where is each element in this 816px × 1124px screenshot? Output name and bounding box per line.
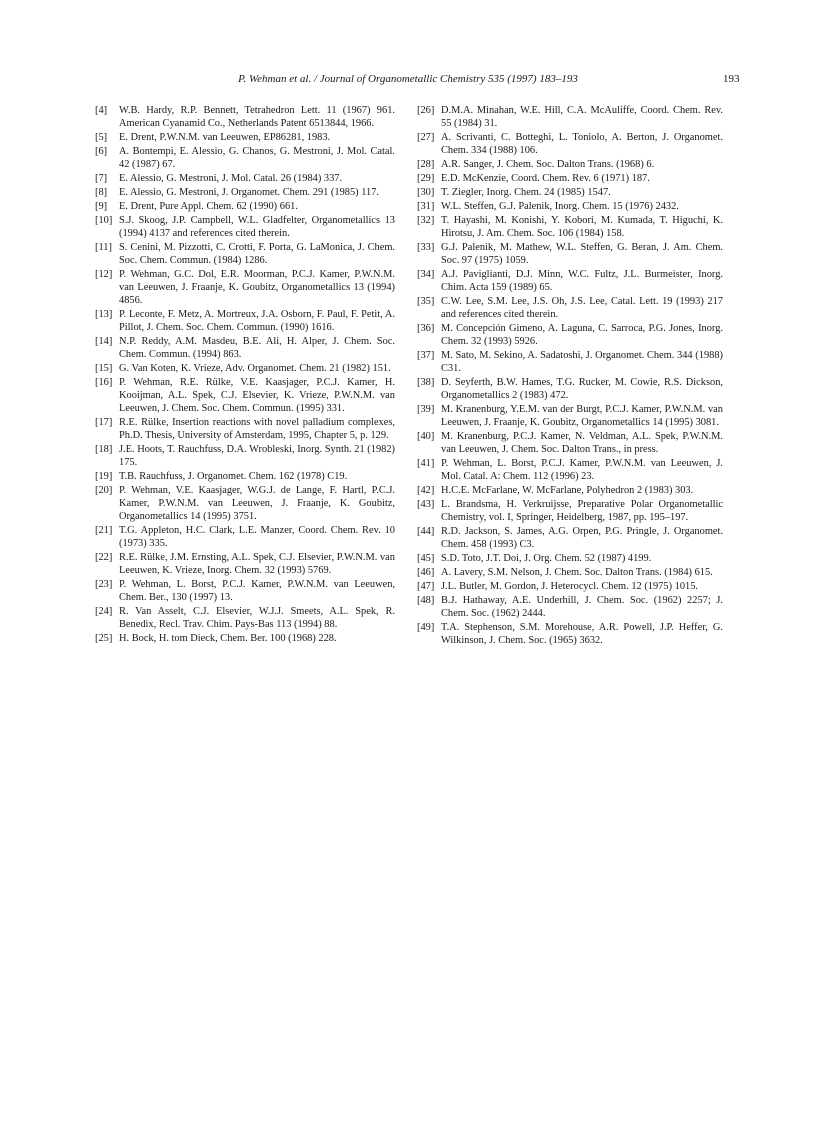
reference-number: [43] (417, 499, 435, 510)
reference-entry (417, 158, 723, 171)
reference-entry (95, 632, 395, 645)
reference-number: [12] (95, 269, 113, 280)
reference-number: [19] (95, 471, 113, 482)
reference-text: E. Alessio, G. Mestroni, J. Mol. Catal. 26 (1984) 337. (119, 173, 343, 184)
reference-text: P. Wehman, V.E. Kaasjager, W.G.J. de Lange, F. Hartl, P.C.J. Kamer, P.W.N.M. van Leeuwen, J. Fraanje, K. Goubitz, Organometallics 14 (1995) 3751. (119, 485, 395, 522)
reference-number: [14] (95, 336, 113, 347)
reference-entry (95, 443, 395, 469)
reference-text: S.J. Skoog, J.P. Campbell, W.L. Gladfelter, Organometallics 13 (1994) 4137 and references cited therein. (119, 215, 395, 239)
reference-number: [46] (417, 567, 435, 578)
reference-number: [10] (95, 215, 113, 226)
reference-text: A.J. Paviglianti, D.J. Minn, W.C. Fultz, J.L. Burmeister, Inorg. Chim. Acta 159 (1989) 65. (441, 269, 723, 293)
reference-entry (95, 172, 395, 185)
reference-entry (417, 457, 723, 483)
reference-number: [5] (95, 132, 108, 143)
reference-text: T.G. Appleton, H.C. Clark, L.E. Manzer, Coord. Chem. Rev. 10 (1973) 335. (119, 525, 395, 549)
reference-text: A. Bontempi, E. Alessio, G. Chanos, G. Mestroni, J. Mol. Catal. 42 (1987) 67. (119, 146, 395, 170)
reference-entry (417, 403, 723, 429)
reference-entry (95, 470, 395, 483)
reference-number: [40] (417, 431, 435, 442)
reference-number: [8] (95, 187, 108, 198)
reference-text: M. Sato, M. Sekino, A. Sadatoshi, J. Organomet. Chem. 344 (1988) C31. (441, 350, 723, 374)
reference-text: W.B. Hardy, R.P. Bennett, Tetrahedron Lett. 11 (1967) 961. American Cyanamid Co., Netherlands Patent 6513844, 1966. (119, 105, 395, 129)
reference-text: H.C.E. McFarlane, W. McFarlane, Polyhedron 2 (1983) 303. (441, 485, 694, 496)
reference-number: [29] (417, 173, 435, 184)
reference-number: [23] (95, 579, 113, 590)
reference-number: [6] (95, 146, 108, 157)
running-head (0, 71, 816, 87)
reference-number: [44] (417, 526, 435, 537)
reference-entry (417, 214, 723, 240)
reference-number: [31] (417, 201, 435, 212)
reference-text: L. Brandsma, H. Verkruijsse, Preparative Polar Organometallic Chemistry, vol. I, Springer, Heidelberg, 1987, pp. 195–197. (441, 499, 723, 523)
page-number: 193 (723, 73, 740, 85)
reference-text: E. Drent, Pure Appl. Chem. 62 (1990) 661. (119, 201, 298, 212)
reference-entry (417, 430, 723, 456)
reference-text: N.P. Reddy, A.M. Masdeu, B.E. Ali, H. Alper, J. Chem. Soc. Chem. Commun. (1994) 863. (119, 336, 395, 360)
reference-entry (417, 295, 723, 321)
reference-number: [32] (417, 215, 435, 226)
reference-text: E. Drent, P.W.N.M. van Leeuwen, EP86281, 1983. (119, 132, 331, 143)
reference-text: P. Wehman, L. Borst, P.C.J. Kamer, P.W.N.M. van Leeuwen, Chem. Ber., 130 (1997) 13. (119, 579, 395, 603)
reference-text: R.E. Rülke, J.M. Ernsting, A.L. Spek, C.J. Elsevier, P.W.N.M. van Leeuwen, K. Vrieze, Inorg. Chem. 32 (1993) 5769. (119, 552, 395, 576)
reference-text: J.E. Hoots, T. Rauchfuss, D.A. Wrobleski, Inorg. Synth. 21 (1982) 175. (119, 444, 395, 468)
reference-number: [13] (95, 309, 113, 320)
reference-number: [7] (95, 173, 108, 184)
reference-entry (417, 268, 723, 294)
reference-entry (95, 145, 395, 171)
reference-text: H. Bock, H. tom Dieck, Chem. Ber. 100 (1968) 228. (119, 633, 337, 644)
reference-entry (417, 172, 723, 185)
reference-text: E. Alessio, G. Mestroni, J. Organomet. Chem. 291 (1985) 117. (119, 187, 380, 198)
reference-text: D.M.A. Minahan, W.E. Hill, C.A. McAuliffe, Coord. Chem. Rev. 55 (1984) 31. (441, 105, 723, 129)
reference-number: [48] (417, 595, 435, 606)
reference-number: [35] (417, 296, 435, 307)
reference-number: [26] (417, 105, 435, 116)
journal-citation: P. Wehman et al. / Journal of Organometallic Chemistry 535 (1997) 183–193 (238, 73, 578, 85)
reference-text: A. Scrivanti, C. Botteghi, L. Toniolo, A. Berton, J. Organomet. Chem. 334 (1988) 106. (441, 132, 723, 156)
reference-number: [15] (95, 363, 113, 374)
reference-entry (417, 241, 723, 267)
reference-entry (95, 104, 395, 130)
reference-entry (95, 131, 395, 144)
reference-entry (417, 498, 723, 524)
reference-number: [45] (417, 553, 435, 564)
reference-entry (95, 416, 395, 442)
reference-text: J.L. Butler, M. Gordon, J. Heterocycl. Chem. 12 (1975) 1015. (441, 581, 699, 592)
reference-entry (95, 376, 395, 415)
reference-number: [11] (95, 242, 112, 253)
reference-text: T. Ziegler, Inorg. Chem. 24 (1985) 1547. (441, 187, 611, 198)
reference-text: G. Van Koten, K. Vrieze, Adv. Organomet. Chem. 21 (1982) 151. (119, 363, 391, 374)
reference-text: C.W. Lee, S.M. Lee, J.S. Oh, J.S. Lee, Catal. Lett. 19 (1993) 217 and references cited therein. (441, 296, 723, 320)
reference-number: [30] (417, 187, 435, 198)
reference-number: [18] (95, 444, 113, 455)
reference-text: W.L. Steffen, G.J. Palenik, Inorg. Chem. 15 (1976) 2432. (441, 201, 679, 212)
reference-entry (417, 104, 723, 130)
reference-entry (95, 551, 395, 577)
reference-entry (417, 186, 723, 199)
reference-text: R.D. Jackson, S. James, A.G. Orpen, P.G. Pringle, J. Organomet. Chem. 458 (1993) C3. (441, 526, 723, 550)
reference-entry (417, 580, 723, 593)
reference-number: [17] (95, 417, 113, 428)
reference-text: T. Hayashi, M. Konishi, Y. Kobori, M. Kumada, T. Higuchi, K. Hirotsu, J. Am. Chem. Soc. 106 (1984) 158. (441, 215, 723, 239)
reference-entry (417, 552, 723, 565)
reference-entry (417, 621, 723, 647)
reference-entry (95, 524, 395, 550)
reference-number: [47] (417, 581, 435, 592)
reference-number: [34] (417, 269, 435, 280)
reference-number: [4] (95, 105, 108, 116)
reference-entry (417, 525, 723, 551)
reference-number: [42] (417, 485, 435, 496)
reference-number: [28] (417, 159, 435, 170)
reference-entry (417, 594, 723, 620)
reference-number: [9] (95, 201, 108, 212)
reference-number: [22] (95, 552, 113, 563)
reference-entry (95, 186, 395, 199)
reference-entry (95, 214, 395, 240)
reference-text: P. Leconte, F. Metz, A. Mortreux, J.A. Osborn, F. Paul, F. Petit, A. Pillot, J. Chem. Soc. Chem. Commun. (1990) 1616. (119, 309, 395, 333)
reference-text: A.R. Sanger, J. Chem. Soc. Dalton Trans. (1968) 6. (441, 159, 655, 170)
reference-entry (95, 578, 395, 604)
reference-number: [24] (95, 606, 113, 617)
reference-text: M. Kranenburg, Y.E.M. van der Burgt, P.C.J. Kamer, P.W.N.M. van Leeuwen, J. Fraanje, K. Goubitz, Organometallics 14 (1995) 3081. (441, 404, 723, 428)
reference-entry (95, 605, 395, 631)
reference-number: [39] (417, 404, 435, 415)
reference-number: [38] (417, 377, 435, 388)
references-right-column (417, 104, 723, 648)
reference-text: P. Wehman, G.C. Dol, E.R. Moorman, P.C.J. Kamer, P.W.N.M. van Leeuwen, J. Fraanje, K. Goubitz, Organometallics 13 (1994) 4856. (119, 269, 395, 306)
reference-entry (417, 566, 723, 579)
reference-text: P. Wehman, L. Borst, P.C.J. Kamer, P.W.N.M. van Leeuwen, J. Mol. Catal. A: Chem. 112 (1996) 23. (441, 458, 723, 482)
reference-text: B.J. Hathaway, A.E. Underhill, J. Chem. Soc. (1962) 2257; J. Chem. Soc. (1962) 2444. (441, 595, 723, 619)
reference-text: S.D. Toto, J.T. Doi, J. Org. Chem. 52 (1987) 4199. (441, 553, 652, 564)
reference-text: T.B. Rauchfuss, J. Organomet. Chem. 162 (1978) C19. (119, 471, 348, 482)
reference-number: [16] (95, 377, 113, 388)
reference-entry (95, 335, 395, 361)
reference-entry (95, 268, 395, 307)
reference-entry (417, 484, 723, 497)
reference-text: E.D. McKenzie, Coord. Chem. Rev. 6 (1971) 187. (441, 173, 650, 184)
reference-number: [37] (417, 350, 435, 361)
reference-number: [49] (417, 622, 435, 633)
reference-text: R. Van Asselt, C.J. Elsevier, W.J.J. Smeets, A.L. Spek, R. Benedix, Recl. Trav. Chim. Pays-Bas 113 (1994) 88. (119, 606, 395, 630)
reference-number: [21] (95, 525, 113, 536)
reference-number: [27] (417, 132, 435, 143)
reference-entry (417, 322, 723, 348)
reference-text: M. Kranenburg, P.C.J. Kamer, N. Veldman, A.L. Spek, P.W.N.M. van Leeuwen, J. Chem. Soc. Dalton Trans., in press. (441, 431, 723, 455)
reference-text: S. Cenini, M. Pizzotti, C. Crotti, F. Porta, G. LaMonica, J. Chem. Soc. Chem. Commun. (1984) 1286. (119, 242, 395, 266)
reference-text: T.A. Stephenson, S.M. Morehouse, A.R. Powell, J.P. Heffer, G. Wilkinson, J. Chem. Soc. (1965) 3632. (441, 622, 723, 646)
reference-entry (95, 241, 395, 267)
reference-number: [36] (417, 323, 435, 334)
reference-entry (417, 376, 723, 402)
reference-entry (417, 131, 723, 157)
reference-number: [33] (417, 242, 435, 253)
reference-entry (95, 362, 395, 375)
reference-text: A. Lavery, S.M. Nelson, J. Chem. Soc. Dalton Trans. (1984) 615. (441, 567, 713, 578)
reference-text: D. Seyferth, B.W. Hames, T.G. Rucker, M. Cowie, R.S. Dickson, Organometallics 2 (1983) 472. (441, 377, 723, 401)
reference-entry (417, 200, 723, 213)
reference-entry (417, 349, 723, 375)
reference-entry (95, 484, 395, 523)
reference-number: [25] (95, 633, 113, 644)
references-left-column (95, 104, 395, 646)
reference-text: G.J. Palenik, M. Mathew, W.L. Steffen, G. Beran, J. Am. Chem. Soc. 97 (1975) 1059. (441, 242, 723, 266)
reference-number: [20] (95, 485, 113, 496)
reference-number: [41] (417, 458, 435, 469)
reference-entry (95, 308, 395, 334)
reference-text: M. Concepción Gimeno, A. Laguna, C. Sarroca, P.G. Jones, Inorg. Chem. 32 (1993) 5926. (441, 323, 723, 347)
reference-entry (95, 200, 395, 213)
reference-text: P. Wehman, R.E. Rülke, V.E. Kaasjager, P.C.J. Kamer, H. Kooijman, A.L. Spek, C.J. Elsevier, K. Vrieze, P.W.N.M. van Leeuwen, J. Chem. Soc. Chem. Commun. (1995) 331. (119, 377, 395, 414)
reference-text: R.E. Rülke, Insertion reactions with novel palladium complexes, Ph.D. Thesis, University of Amsterdam, 1995, Chapter 5, p. 129. (119, 417, 395, 441)
